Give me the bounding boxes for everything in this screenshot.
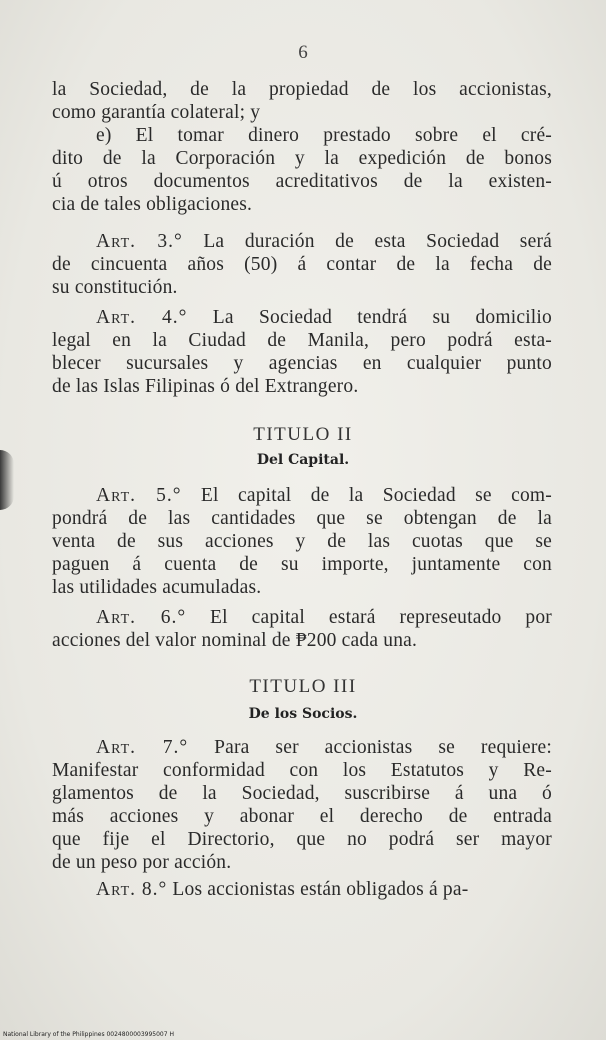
text-line: e) El tomar dinero prestado sobre el cré- <box>96 125 552 146</box>
article-label: Art. 8.° <box>96 879 168 900</box>
section-subheading: De los Socios. <box>248 706 358 722</box>
article-label: Art. 5.° <box>96 485 182 506</box>
article-6 <box>52 606 552 652</box>
text-line: Art. 6.° El capital estará represeutado por <box>96 607 552 628</box>
text-line: pondrá de las cantidades que se obtengan de la <box>52 508 552 529</box>
text-line: blecer sucursales y agencias en cualquier punto <box>52 353 552 374</box>
article-3 <box>52 230 552 299</box>
paragraph-block-1 <box>52 78 552 216</box>
text-line: de un peso por acción. <box>52 852 232 873</box>
text-line: Manifestar conformidad con los Estatutos y Re- <box>52 760 552 781</box>
article-label: Art. 4.° <box>96 307 188 328</box>
text-line: paguen á cuenta de su importe, juntamente con <box>52 554 552 575</box>
text-line: de cincuenta años (50) á contar de la fecha de <box>52 254 552 275</box>
section-subheading: Del Capital. <box>256 452 350 468</box>
article-4 <box>52 306 552 398</box>
section-heading: TITULO III <box>249 676 357 697</box>
article-label: Art. 7.° <box>96 737 189 758</box>
text-line: dito de la Corporación y la expedición de bonos <box>52 148 552 169</box>
text-line: que fije el Directorio, que no podrá ser mayor <box>52 829 552 850</box>
page-number: 6 <box>298 42 308 63</box>
library-footer: National Library of the Philippines 0024800003995007 H <box>3 1031 174 1038</box>
article-label: Art. 6.° <box>96 607 187 628</box>
text-line: Art. 7.° Para ser accionistas se requiere: <box>96 737 552 758</box>
text-line: de las Islas Filipinas ó del Extrangero. <box>52 376 359 397</box>
text-line: acciones del valor nominal de ₱200 cada una. <box>52 630 418 651</box>
text-line: la Sociedad, de la propiedad de los accionistas, <box>52 79 552 100</box>
text-line: más acciones y abonar el derecho de entrada <box>52 806 552 827</box>
text-line: Art. 8.° Los accionistas están obligados á pa- <box>96 879 469 900</box>
text-line: legal en la Ciudad de Manila, pero podrá esta- <box>52 330 552 351</box>
text-line: venta de sus acciones y de las cuotas que se <box>52 531 552 552</box>
text-line: Art. 3.° La duración de esta Sociedad será <box>96 231 552 252</box>
text-line: su constitución. <box>52 277 178 298</box>
text-line: glamentos de la Sociedad, suscribirse á una ó <box>52 783 552 804</box>
text-line: como garantía colateral; y <box>52 102 261 123</box>
text-line: Art. 5.° El capital de la Sociedad se com- <box>96 485 552 506</box>
article-7 <box>52 736 552 874</box>
text-line: cia de tales obligaciones. <box>52 194 253 215</box>
section-heading: TITULO II <box>253 424 353 445</box>
text-line: Art. 4.° La Sociedad tendrá su domicilio <box>96 307 552 328</box>
article-8 <box>52 878 552 901</box>
article-5 <box>52 484 552 599</box>
text-line: ú otros documentos acreditativos de la existen- <box>52 171 552 192</box>
article-label: Art. 3.° <box>96 231 183 252</box>
text-line: las utilidades acumuladas. <box>52 577 262 598</box>
